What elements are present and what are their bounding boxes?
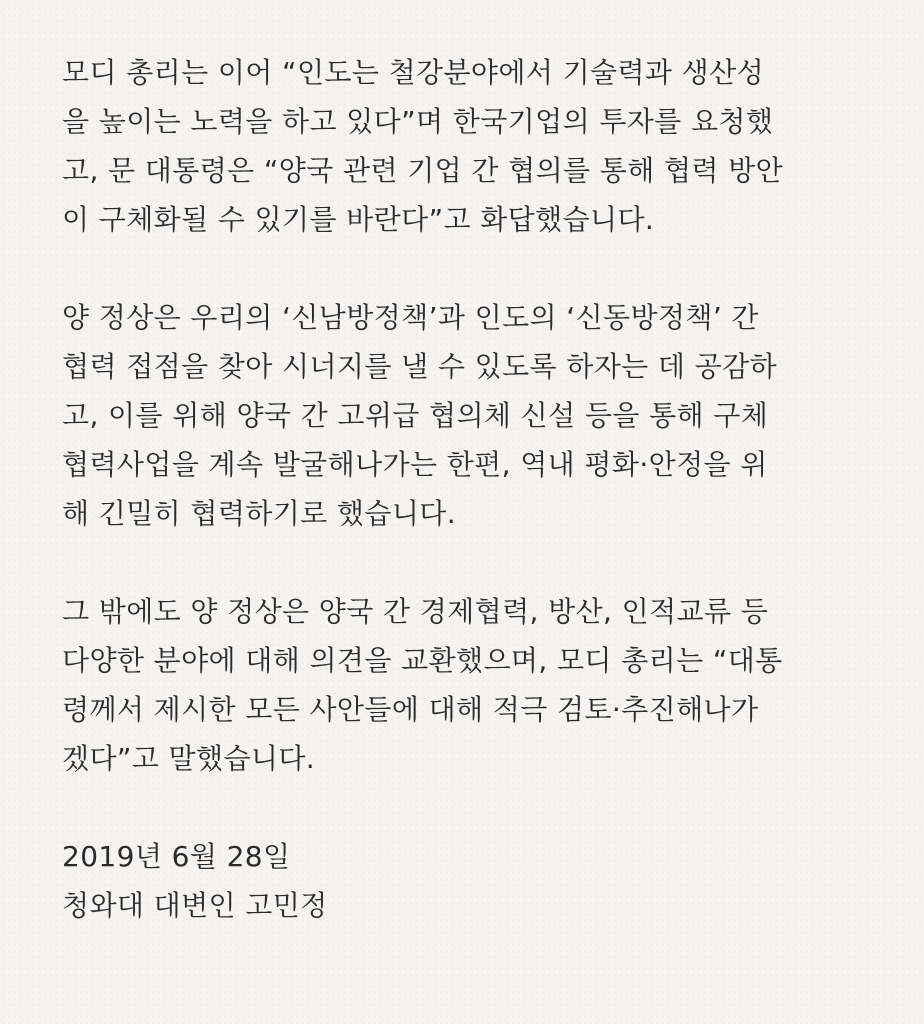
paragraph-line: 해 긴밀히 협력하기로 했습니다. xyxy=(62,497,457,530)
paragraph-1 xyxy=(62,48,884,244)
paragraph-line: 협력사업을 계속 발굴해나가는 한편, 역내 평화·안정을 위 xyxy=(62,448,768,481)
paragraph-line: 그 밖에도 양 정상은 양국 간 경제협력, 방산, 인적교류 등 xyxy=(62,595,769,628)
paragraph-line: 다양한 분야에 대해 의견을 교환했으며, 모디 총리는 “대통 xyxy=(62,644,783,677)
paragraph-line: 고, 이를 위해 양국 간 고위급 협의체 신설 등을 통해 구체 xyxy=(62,399,769,432)
spokesperson-name: 청와대 대변인 고민정 xyxy=(62,889,328,922)
paragraph-2 xyxy=(62,293,884,538)
paragraph-line: 이 구체화될 수 있기를 바란다”고 화답했습니다. xyxy=(62,203,655,236)
paragraph-line: 모디 총리는 이어 “인도는 철강분야에서 기술력과 생산성 xyxy=(62,56,765,89)
paragraph-line: 령께서 제시한 모든 사안들에 대해 적극 검토·추진해나가 xyxy=(62,693,759,726)
paragraph-spacer xyxy=(62,538,884,587)
paragraph-line: 협력 접점을 찾아 시너지를 낼 수 있도록 하자는 데 공감하 xyxy=(62,350,778,383)
signature-block xyxy=(62,832,884,930)
paragraph-line: 고, 문 대통령은 “양국 관련 기업 간 협의를 통해 협력 방안 xyxy=(62,154,784,187)
paragraph-line: 겠다”고 말했습니다. xyxy=(62,742,316,775)
paragraph-line: 양 정상은 우리의 ‘신남방정책’과 인도의 ‘신동방정책’ 간 xyxy=(62,301,759,334)
paragraph-spacer xyxy=(62,244,884,293)
paragraph-3 xyxy=(62,587,884,783)
paragraph-line: 을 높이는 노력을 하고 있다”며 한국기업의 투자를 요청했 xyxy=(62,105,774,138)
paragraph-spacer xyxy=(62,783,884,832)
release-date: 2019년 6월 28일 xyxy=(62,840,291,873)
